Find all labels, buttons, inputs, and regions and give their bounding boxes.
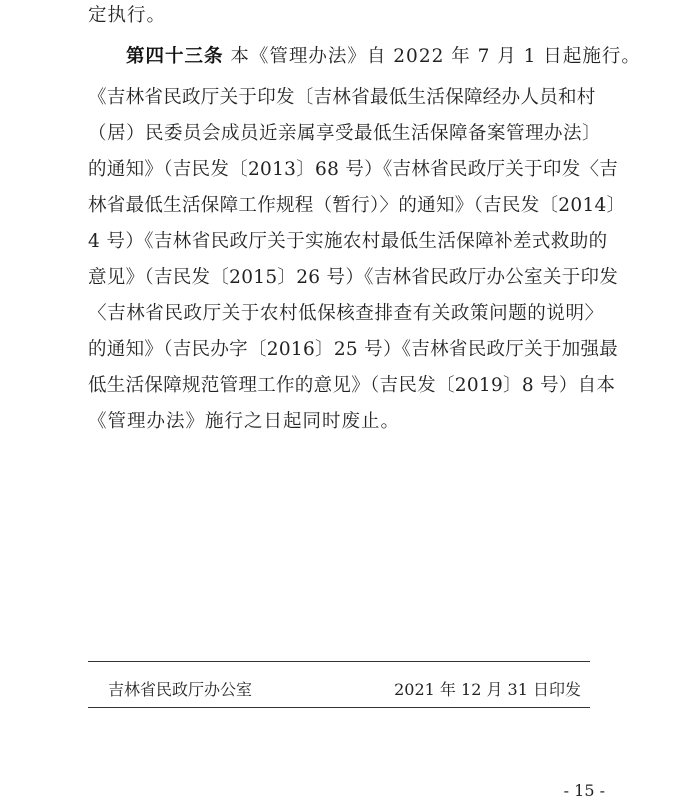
- article-43: [126, 45, 641, 69]
- article-number: 第四十三条: [126, 46, 224, 67]
- body-line: 的通知》（吉民办字〔2016〕25 号）《吉林省民政厅关于加强最: [88, 339, 619, 360]
- body-line: 意见》（吉民发〔2015〕26 号）《吉林省民政厅办公室关于印发: [88, 267, 619, 288]
- body-line: 《吉林省民政厅关于印发〔吉林省最低生活保障经办人员和村: [88, 87, 596, 108]
- body-line: 的通知》（吉民发〔2013〕68 号）《吉林省民政厅关于印发〈吉: [88, 159, 619, 180]
- footer-issuer: 吉林省民政厅办公室: [108, 680, 253, 699]
- footer-bottom-rule: [88, 707, 590, 708]
- body-line: 低生活保障规范管理工作的意见》（吉民发〔2019〕8 号）自本: [88, 375, 616, 396]
- body-line: 林省最低生活保障工作规程（暂行）〉的通知》（吉民发〔2014〕: [88, 195, 626, 216]
- body-line: 《管理办法》施行之日起同时废止。: [88, 411, 401, 432]
- body-line: 定执行。: [88, 5, 167, 26]
- body-line: （居）民委员会成员近亲属享受最低生活保障备案管理办法〕: [88, 123, 602, 144]
- body-line: 4 号）《吉林省民政厅关于实施农村最低生活保障补差式救助的: [88, 231, 608, 252]
- footer-top-rule: [88, 661, 590, 662]
- article-text: 本《管理办法》自 2022 年 7 月 1 日起施行。: [230, 46, 641, 67]
- page-number: - 15 -: [563, 781, 605, 800]
- body-line: 〈吉林省民政厅关于农村低保核查排查有关政策问题的说明〉: [88, 303, 604, 324]
- footer-date: 2021 年 12 月 31 日印发: [394, 680, 581, 699]
